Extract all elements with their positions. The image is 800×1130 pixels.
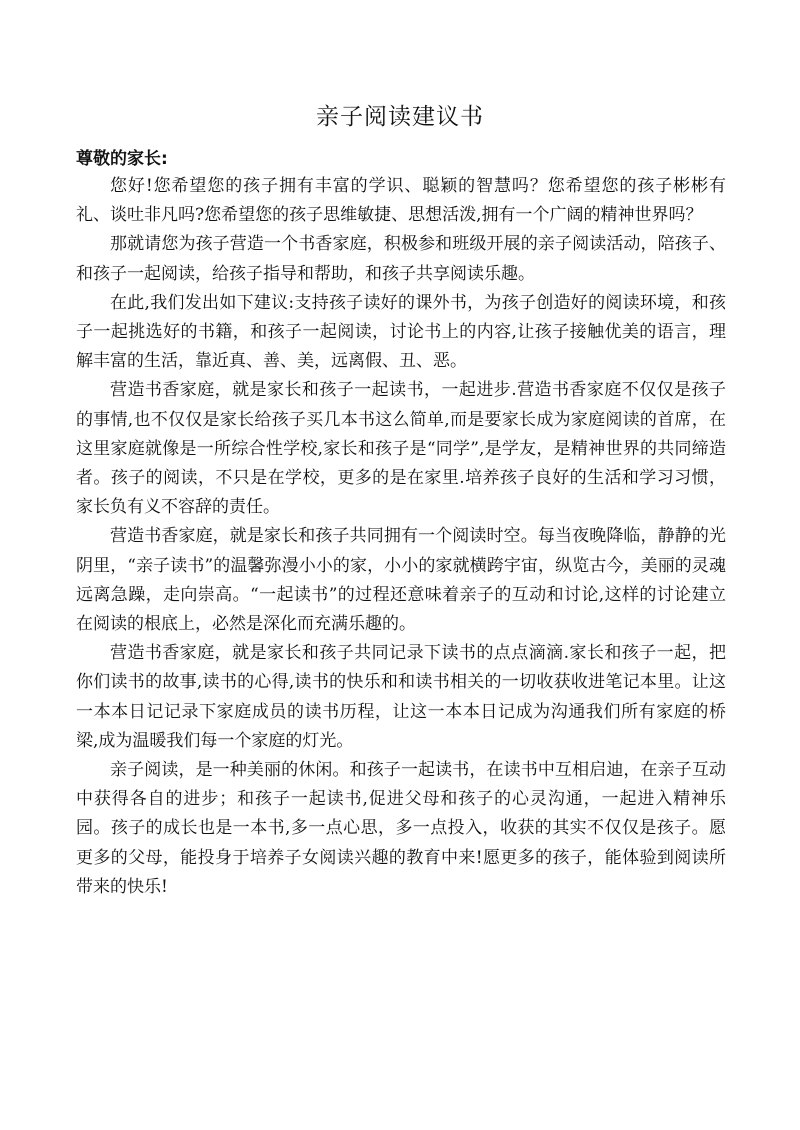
paragraph-reading-together: 营造书香家庭，就是家长和孩子一起读书，一起进步.营造书香家庭不仅仅是孩子的事情,也不仅仅是家长给孩子买几本书这么简单,而是要家长成为家庭阅读的首席，在这里家庭就像是一所综合性学校,家长和孩子是“同学”,是学友，是精神世界的共同缔造者。孩子的阅读，不只是在学校，更多的是在家里.培养孩子良好的生活和学习习惯，家长负有义不容辞的责任。 xyxy=(76,380,726,518)
letter-body xyxy=(76,172,726,902)
salutation: 尊敬的家长: xyxy=(76,149,168,169)
paragraph-greeting: 您好!您希望您的孩子拥有丰富的学识、聪颖的智慧吗？您希望您的孩子彬彬有礼、谈吐非凡吗?您希望您的孩子思维敏捷、思想活泼,拥有一个广阔的精神世界吗？ xyxy=(76,176,726,226)
paragraph-invitation: 那就请您为孩子营造一个书香家庭，积极参和班级开展的亲子阅读活动，陪孩子、和孩子一起阅读，给孩子指导和帮助，和孩子共享阅读乐趣。 xyxy=(76,234,726,284)
paragraph-reading-notes: 营造书香家庭，就是家长和孩子共同记录下读书的点点滴滴.家长和孩子一起，把你们读书的故事,读书的心得,读书的快乐和和读书相关的一切收获收进笔记本里。让这一本本日记记录下家庭成员的读书历程，让这一本本日记成为沟通我们所有家庭的桥梁,成为温暖我们每一个家庭的灯光。 xyxy=(76,643,726,751)
document-title: 亲子阅读建议书 xyxy=(316,104,484,130)
paragraph-conclusion: 亲子阅读，是一种美丽的休闲。和孩子一起读书，在读书中互相启迪，在亲子互动中获得各自的进步；和孩子一起读书,促进父母和孩子的心灵沟通，一起进入精神乐园。孩子的成长也是一本书,多一点心思，多一点投入，收获的其实不仅仅是孩子。愿更多的父母，能投身于培养子女阅读兴趣的教育中来!愿更多的孩子，能体验到阅读所带来的快乐! xyxy=(76,760,726,897)
paragraph-reading-time: 营造书香家庭，就是家长和孩子共同拥有一个阅读时空。每当夜晚降临，静静的光阴里，“亲子读书”的温馨弥漫小小的家，小小的家就横跨宇宙，纵览古今，美丽的灵魂远离急躁，走向崇高。“一起读书”的过程还意味着亲子的互动和讨论,这样的讨论建立在阅读的根底上，必然是深化而充满乐趣的。 xyxy=(76,526,726,635)
paragraph-suggestions: 在此,我们发出如下建议:支持孩子读好的课外书，为孩子创造好的阅读环境，和孩子一起挑选好的书籍，和孩子一起阅读，讨论书上的内容,让孩子接触优美的语言，理解丰富的生活，靠近真、善、美，远离假、丑、恶。 xyxy=(76,292,726,372)
